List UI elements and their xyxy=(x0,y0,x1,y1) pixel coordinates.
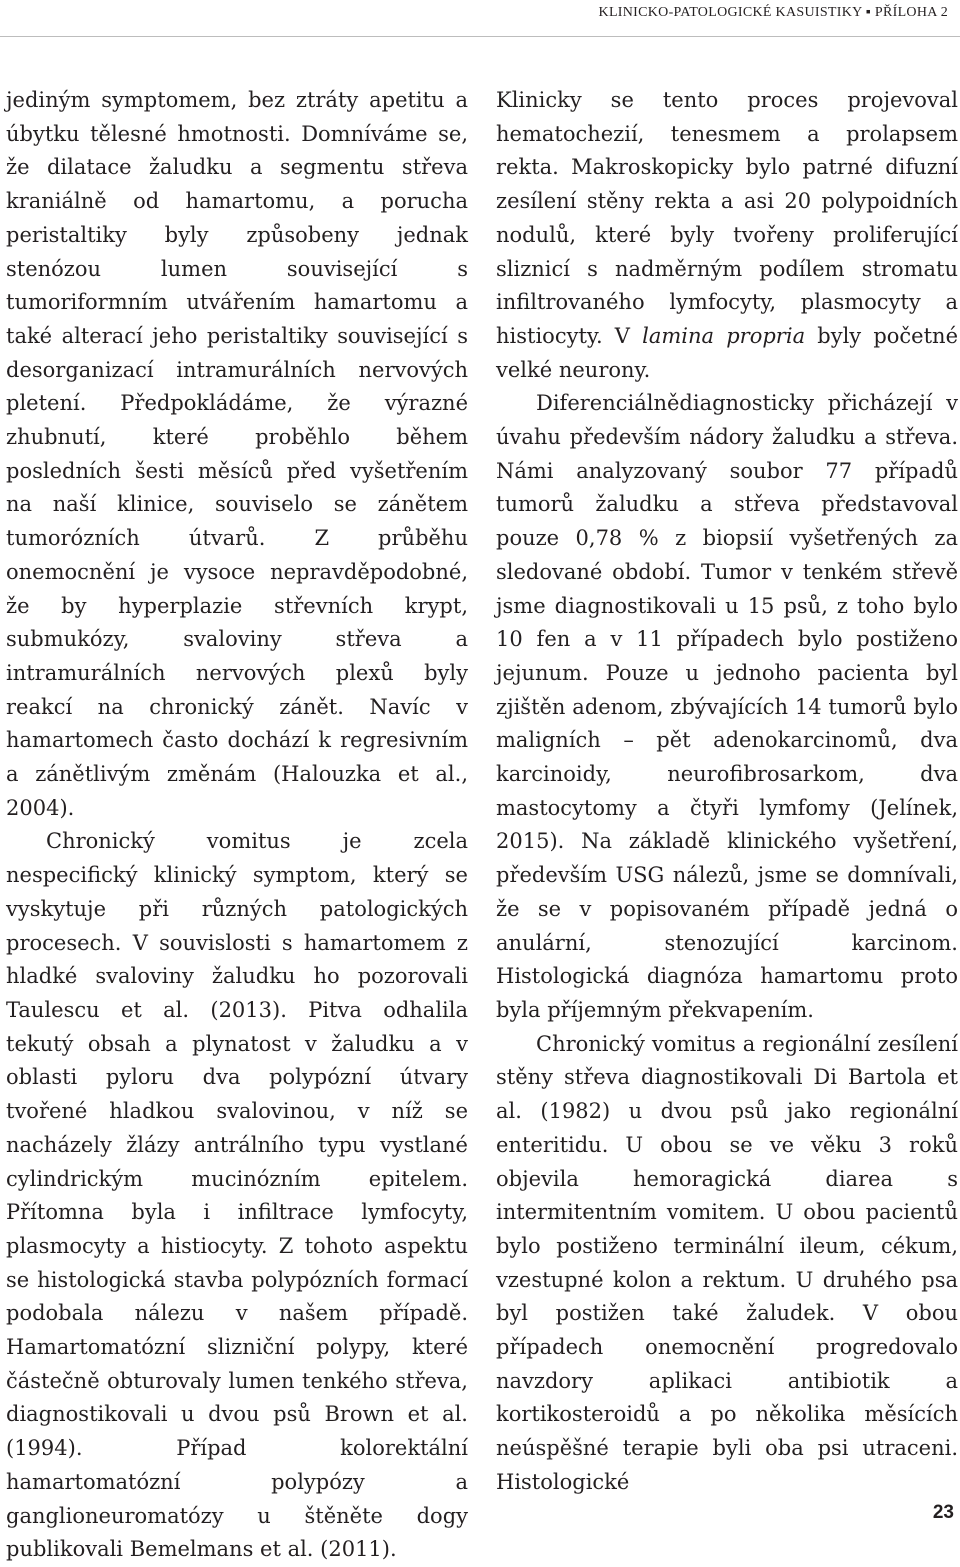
latin-term: lamina propria xyxy=(642,323,806,348)
paragraph: Chronický vomitus a regionální zesílení stěny střeva diagnostikovali Di Bartola et al. (1982) u dvou psů jako regionální enteritidu. U obou se ve věku 3 roků objevila hemoragická diarea s intermitentním vomitem. U obou pacientů bylo postiženo terminální ileum, cékum, vzestupné kolon a rektum. U druhého psa byl postižen také žaludek. V obou případech onemocnění progredovalo navzdory aplikaci antibiotik a kortikosteroidů a po několika měsících neúspěšné terapie byli oba psi utraceni. Histologické xyxy=(496,1031,958,1494)
paragraph-text: byly početné velké neurony. xyxy=(496,323,958,382)
paragraph xyxy=(496,84,958,387)
paragraph: Diferenciálnědiagnosticky přicházejí v úvahu především nádory žaludku a střeva. Námi analyzovaný soubor 77 případů tumorů žaludku a střeva představoval pouze 0,78 % z biopsií vyšetřených za sledované období. Tumor v tenkém střevě jsme diagnostikovali u 15 psů, z toho bylo 10 fen a v 11 případech bylo postiženo jejunum. Pouze u jednoho pacienta byl zjištěn adenom, zbývajících 14 tumorů bylo maligních – pět adenokarcinomů, dva karcinoidy, neurofibrosarkom, dva mastocytomy a čtyři lymfomy (Jelínek, 2015). Na základě klinického vyšetření, především USG nálezů, jsme se domnívali, že se v popisovaném případě jedná o anulární, stenozující karcinom. Histologická diagnóza hamartomu proto byla příjemným překvapením. xyxy=(496,391,958,1022)
page-number: 23 xyxy=(932,1502,954,1523)
left-column xyxy=(6,84,468,1567)
paragraph: Chronický vomitus je zcela nespecifický klinický symptom, který se vyskytuje při různých patologických procesech. V souvislosti s hamartomem z hladké svaloviny žaludku ho pozorovali Taulescu et al. (2013). Pitva odhalila tekutý obsah a plynatost v žaludku a v oblasti pyloru dva polypózní útvary tvořené hladkou svalovinou, v níž se nacházely žlázy antrálního typu vystlané cylindrickým mucinózním epitelem. Přítomna byla i infiltrace lymfocyty, plasmocyty a histiocyty. Z tohoto aspektu se histologická stavba polypózních formací podobala nálezu v našem případě. Hamartomatózní slizniční polypy, které částečně obturovaly lumen tenkého střeva, diagnostikovali u dvou psů Brown et al. (1994). Případ kolorektální hamartomatózní polypózy a ganglioneuromatózy u štěněte dogy publikovali Bemelmans et al. (2011). xyxy=(6,829,468,1562)
right-column xyxy=(496,84,958,1500)
paragraph-text: Klinicky se tento proces projevoval hematochezií, tenesmem a prolapsem rekta. Makroskopicky bylo patrné difuzní zesílení stěny rekta a asi 20 polypoidních nodulů, které byly tvořeny proliferující sliznicí s nadměrným podílem stromatu infiltrovaného lymfocyty, plasmocyty a histiocyty. V xyxy=(496,88,958,348)
page-header xyxy=(0,0,960,37)
paragraph: jediným symptomem, bez ztráty apetitu a úbytku tělesné hmotnosti. Domníváme se, že dilatace žaludku a segmentu střeva kraniálně od hamartomu, a porucha peristaltiky byly způsobeny jednak stenózou lumen související s tumoriformním utvářením hamartomu a také alterací jeho peristaltiky související s desorganizací intramurálních nervových pletení. Předpokládáme, že výrazné zhubnutí, které proběhlo během posledních šesti měsíců před vyšetřením na naší klinice, souviselo se zánětem tumorózních útvarů. Z průběhu onemocnění je vysoce nepravděpodobné, že by hyperplazie střevních krypt, submukózy, svaloviny střeva a intramurálních nervových plexů byly reakcí na chronický zánět. Navíc v hamartomech často dochází k regresivním a zánětlivým změnám (Halouzka et al., 2004). xyxy=(6,88,468,820)
running-head: KLINICKO-PATOLOGICKÉ KASUISTIKY ▪ PŘÍLOHA 2 xyxy=(598,5,948,20)
